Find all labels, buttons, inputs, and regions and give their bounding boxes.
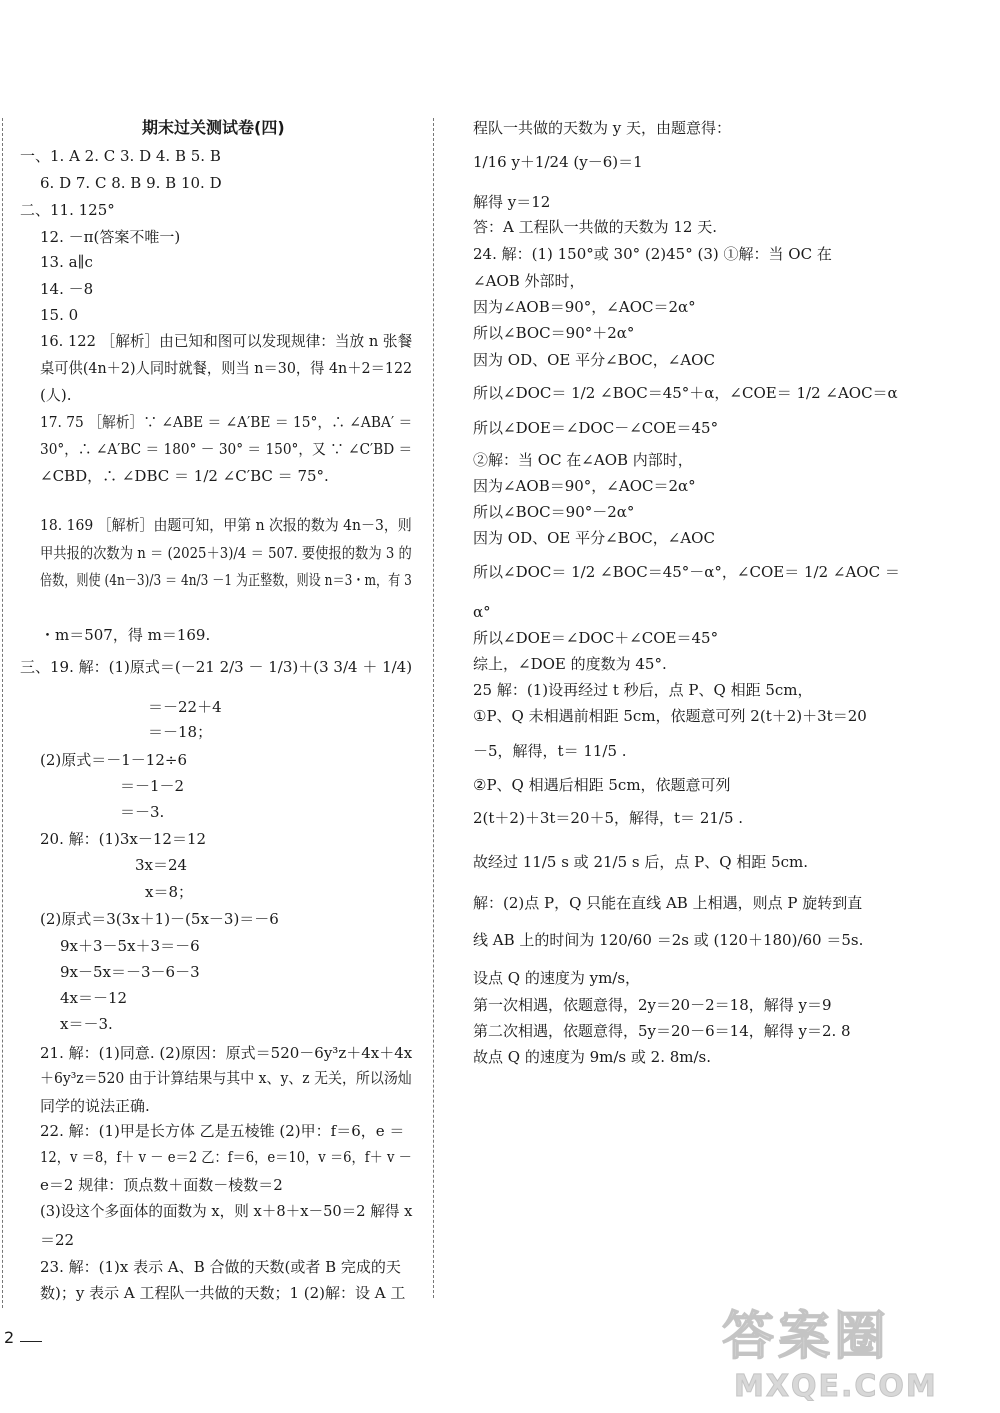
answer-line: 桌可供(4n＋2)人同时就餐，则当 n＝30，得 4n＋2＝122 [40, 359, 413, 377]
answer-line: ＝－1－2 [120, 777, 185, 795]
answer-line: 因为 OD、OE 平分∠BOC，∠AOC [473, 529, 715, 547]
answer-line: 6. D 7. C 8. B 9. B 10. D [40, 174, 222, 192]
left-margin-rule [2, 118, 3, 1308]
answer-line: 同学的说法正确. [40, 1097, 150, 1115]
page-number-rule [20, 1341, 42, 1342]
answer-line: 综上，∠DOE 的度数为 45°. [473, 655, 667, 673]
answer-line: 一、1. A 2. C 3. D 4. B 5. B [20, 147, 221, 165]
answer-line: 16. 122 ［解析］由已知和图可以发现规律：当放 n 张餐 [40, 332, 413, 350]
answer-line: (2)原式＝3(3x＋1)－(5x－3)＝－6 [40, 910, 279, 928]
answer-line: －5，解得，t＝ 11/5 . [473, 742, 627, 760]
answer-line: 第二次相遇，依题意得，5y＝20－6＝14，解得 y＝2. 8 [473, 1022, 851, 1040]
column-divider [433, 118, 434, 1298]
answer-line: 倍数，则使 (4n－3)/3 ＝ 4n/3 －1 为正整数，则设 n＝3・m，有 3 [40, 571, 412, 589]
answer-line: 所以∠BOC＝90°－2α° [473, 503, 635, 521]
answer-line: 故点 Q 的速度为 9m/s 或 2. 8m/s. [473, 1048, 712, 1066]
answer-line: 12，v ＝8，f＋ v － e＝2 乙：f＝6，e＝10，v ＝6，f＋ v － [40, 1148, 412, 1166]
answer-line: 17. 75 ［解析］∵ ∠ABE ＝ ∠A′BE ＝ 15°，∴ ∠ABA′ ＝ [40, 413, 413, 431]
answer-line: 25 解：(1)设再经过 t 秒后，点 P、Q 相距 5cm， [473, 681, 813, 699]
answer-line: 解得 y＝12 [473, 193, 551, 211]
answer-line: 答：A 工程队一共做的天数为 12 天. [473, 218, 717, 236]
answer-line: 二、11. 125° [20, 201, 115, 219]
answer-line: 18. 169 ［解析］由题可知，甲第 n 次报的数为 4n－3，则 [40, 516, 412, 534]
answer-line: ②P、Q 相遇后相距 5cm，依题意可列 [473, 776, 731, 794]
answer-line: 3x＝24 [135, 856, 188, 874]
answer-line: 13. a∥c [40, 253, 93, 271]
watermark-logo [712, 1296, 982, 1406]
answer-line: (3)设这个多面体的面数为 x，则 x＋8＋x－50＝2 解得 x [40, 1202, 413, 1220]
answer-line: ∠AOB 外部时， [473, 272, 585, 290]
answer-line: 数)；y 表示 A 工程队一共做的天数；1 (2)解：设 A 工 [40, 1284, 406, 1302]
answer-line: 因为 OD、OE 平分∠BOC，∠AOC [473, 351, 715, 369]
answer-line: x＝8； [145, 883, 194, 901]
svg-text:答案圈: 答案圈 [722, 1307, 891, 1367]
answer-line: 1/16 y＋1/24 (y－6)＝1 [473, 153, 643, 171]
answer-line: 12. －π(答案不唯一) [40, 228, 181, 246]
answer-line: α° [473, 603, 491, 621]
answer-line: ①P、Q 未相遇前相距 5cm，依题意可列 2(t＋2)＋3t＝20 [473, 707, 867, 725]
answer-line: 程队一共做的天数为 y 天，由题意得： [473, 119, 732, 137]
answer-line: ＝－18； [148, 723, 213, 741]
answer-line: 解：(2)点 P，Q 只能在直线 AB 上相遇，则点 P 旋转到直 [473, 894, 863, 912]
svg-text:MXQE.COM: MXQE.COM [734, 1369, 938, 1404]
answer-line: x＝－3. [60, 1015, 113, 1033]
answer-line: 20. 解：(1)3x－12＝12 [40, 830, 207, 848]
answer-line: 所以∠DOE＝∠DOC－∠COE＝45° [473, 419, 719, 437]
answer-line: ＝－3. [120, 803, 165, 821]
page-title: 期末过关测试卷(四) [142, 118, 285, 137]
answer-line: e＝2 规律：顶点数＋面数－棱数＝2 [40, 1176, 283, 1194]
answer-line: 第一次相遇，依题意得，2y＝20－2＝18，解得 y＝9 [473, 996, 832, 1014]
answer-line: (人). [40, 386, 72, 404]
answer-line: 23. 解：(1)x 表示 A、B 合做的天数(或者 B 完成的天 [40, 1258, 401, 1276]
answer-line: 三、19. 解：(1)原式＝(－21 2/3 － 1/3)＋(3 3/4 ＋ 1/4) [20, 658, 413, 676]
answer-line: 30°，∴ ∠A′BC ＝ 180° － 30° ＝ 150°，又 ∵ ∠C′BD ＝ [40, 440, 413, 458]
answer-line: ＝22 [40, 1231, 75, 1249]
answer-line: ②解：当 OC 在∠AOB 内部时， [473, 451, 693, 469]
answer-line: ＋6y³z＝520 由于计算结果与其中 x、y、z 无关，所以汤灿 [40, 1069, 412, 1087]
answer-line: 故经过 11/5 s 或 21/5 s 后，点 P、Q 相距 5cm. [473, 853, 809, 871]
answer-line: 所以∠DOC＝ 1/2 ∠BOC＝45°－α°，∠COE＝ 1/2 ∠AOC ＝ [473, 563, 900, 581]
answer-line: 24. 解：(1) 150°或 30° (2)45° (3) ①解：当 OC 在 [473, 245, 832, 263]
answer-line: 因为∠AOB＝90°，∠AOC＝2α° [473, 298, 696, 316]
answer-line: 4x＝－12 [60, 989, 128, 1007]
answer-line: ＝－22＋4 [148, 698, 222, 716]
answer-line: 设点 Q 的速度为 ym/s， [473, 969, 641, 987]
page-number: 2 [4, 1328, 15, 1347]
answer-line: 15. 0 [40, 306, 79, 324]
answer-line: (2)原式＝－1－12÷6 [40, 751, 187, 769]
answer-line: ∠CBD，∴ ∠DBC ＝ 1/2 ∠C′BC ＝ 75°. [40, 467, 329, 485]
answer-line: ・m＝507，得 m＝169. [40, 626, 211, 644]
answer-line: 9x＋3－5x＋3＝－6 [60, 937, 200, 955]
answer-line: 所以∠DOC＝ 1/2 ∠BOC＝45°＋α，∠COE＝ 1/2 ∠AOC＝α [473, 384, 898, 402]
answer-line: 甲共报的次数为 n ＝ (2025＋3)/4 ＝ 507. 要使报的数为 3 的 [40, 544, 412, 562]
answer-line: 21. 解：(1)同意. (2)原因：原式＝520－6y³z＋4x＋4x [40, 1044, 413, 1062]
answer-line: 14. －8 [40, 280, 94, 298]
answer-line: 2(t＋2)＋3t＝20＋5，解得，t＝ 21/5 . [473, 809, 744, 827]
answer-line: 所以∠DOE＝∠DOC＋∠COE＝45° [473, 629, 719, 647]
answer-line: 线 AB 上的时间为 120/60 ＝2s 或 (120＋180)/60 ＝5s. [473, 931, 864, 949]
answer-line: 所以∠BOC＝90°＋2α° [473, 324, 635, 342]
answer-line: 22. 解：(1)甲是长方体 乙是五棱锥 (2)甲：f＝6，e ＝ [40, 1122, 405, 1140]
answer-line: 9x－5x＝－3－6－3 [60, 963, 200, 981]
answer-line: 因为∠AOB＝90°，∠AOC＝2α° [473, 477, 696, 495]
